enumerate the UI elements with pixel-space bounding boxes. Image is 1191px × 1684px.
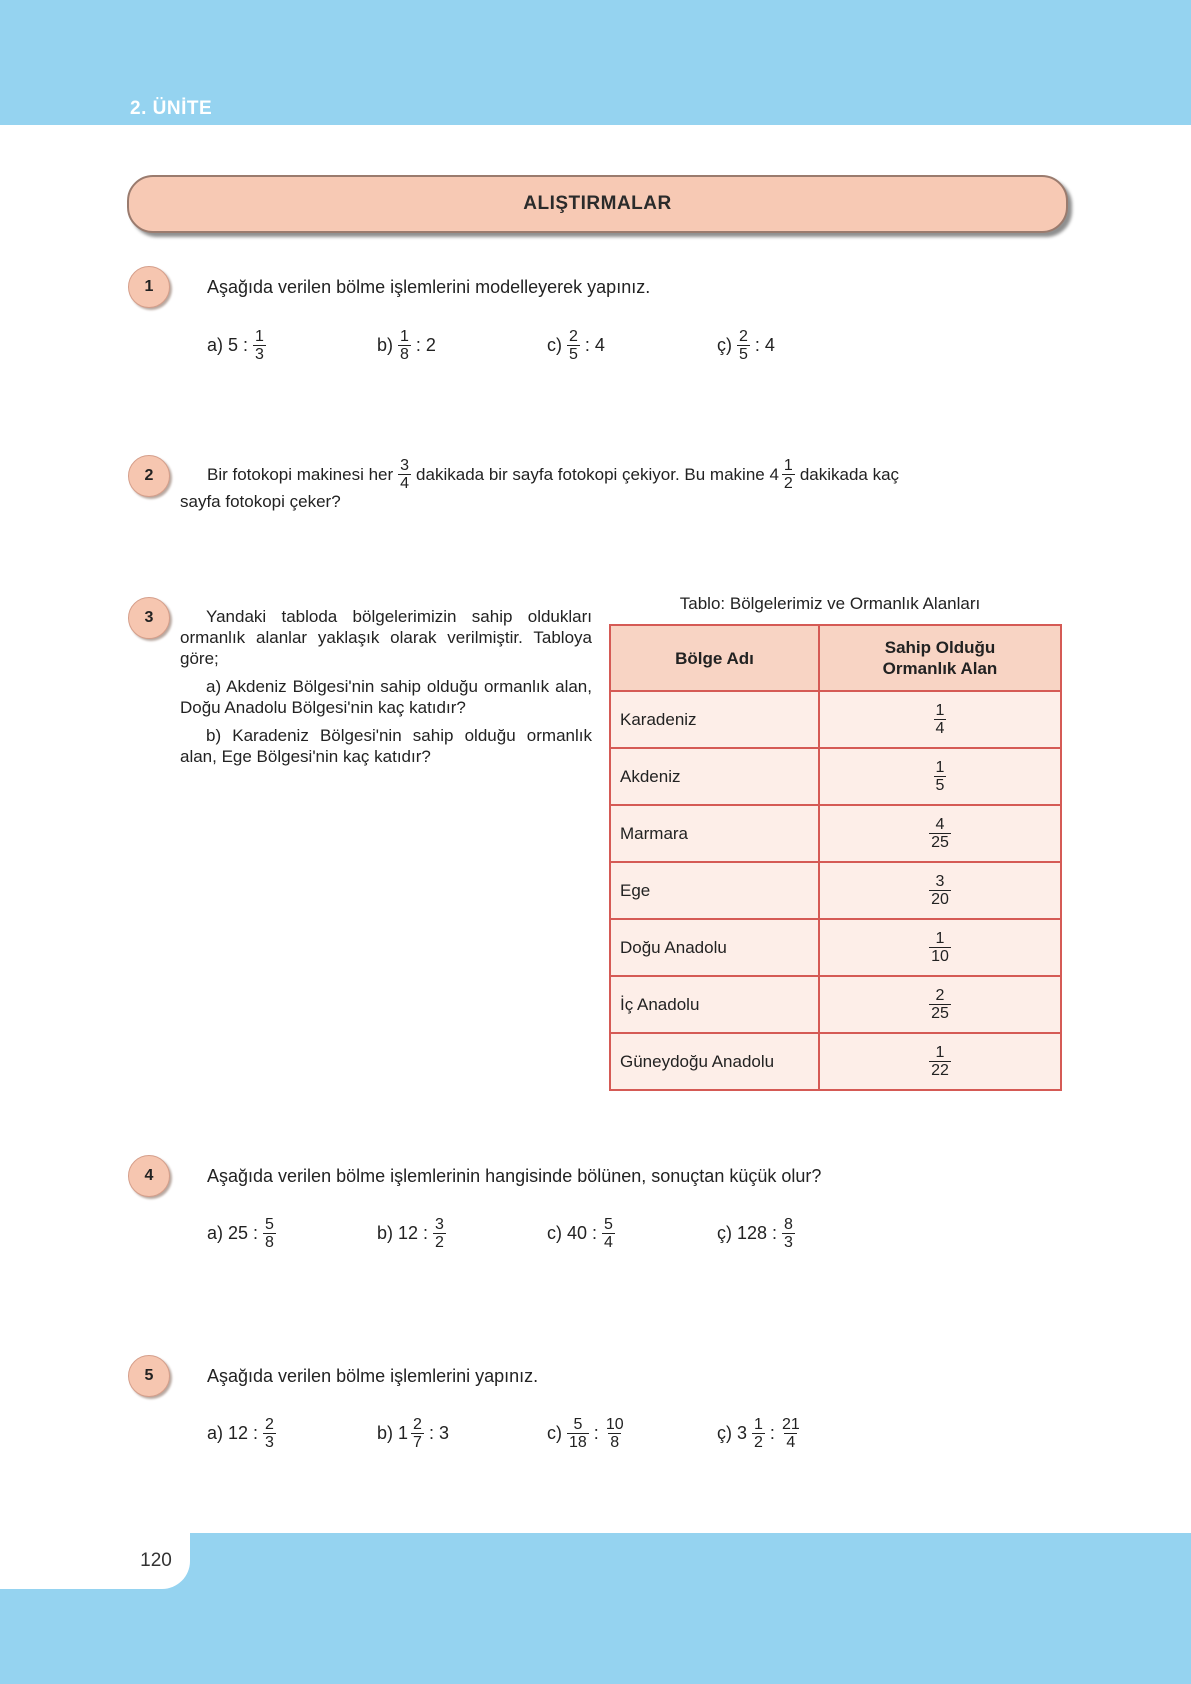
forest-area [819,919,1061,976]
denominator: 8 [265,1234,274,1251]
numerator: 1 [754,1416,763,1433]
column-header-area [819,625,1061,691]
forest-area-table [609,624,1062,1091]
section-title-bar [127,175,1068,233]
option-b [377,1416,449,1451]
denominator: 7 [413,1434,422,1451]
division-sign: : [769,1423,775,1443]
question-text-line1 [207,457,899,492]
question-number-badge: 2 [128,455,170,497]
option-tail: : 4 [584,335,605,355]
numerator: 5 [265,1216,274,1233]
fraction [929,987,951,1022]
table-row [610,691,1061,748]
question-text: Aşağıda verilen bölme işlemlerini modelleyerek yapınız. [207,277,651,297]
region-name: Güneydoğu Anadolu [610,1033,819,1090]
fraction [263,1216,276,1251]
fraction [411,1416,424,1451]
denominator: 25 [931,834,949,851]
option-a [207,328,268,363]
forest-area [819,1033,1061,1090]
denominator: 8 [610,1434,620,1451]
denominator: 20 [931,891,949,908]
page-number: 120 [128,1533,184,1589]
question-3-text [180,606,592,774]
denominator: 25 [931,1005,949,1022]
numerator: 1 [935,1044,945,1061]
numerator: 5 [573,1416,583,1433]
numerator: 1 [935,702,945,719]
forest-area [819,862,1061,919]
fraction [934,759,947,794]
numerator: 1 [935,930,945,947]
fraction [433,1216,446,1251]
question-number-badge: 1 [128,266,170,308]
table-row [610,919,1061,976]
fraction [782,457,795,492]
denominator: 4 [604,1234,613,1251]
option-label: a) 12 : [207,1423,259,1443]
fraction [253,328,266,363]
section-title: ALIŞTIRMALAR [523,193,672,214]
fraction [929,816,951,851]
option-c-cedilla [717,328,775,363]
fraction [604,1416,626,1451]
denominator: 10 [931,948,949,965]
option-c [547,1416,628,1451]
question-number-badge: 4 [128,1155,170,1197]
numerator: 1 [400,328,409,345]
denominator: 5 [569,346,578,363]
denominator: 4 [935,720,945,737]
option-label: c) [547,1423,562,1443]
numerator: 8 [784,1216,793,1233]
question-intro: Yandaki tabloda bölgelerimizin sahip oldukları ormanlık alanlar yaklaşık olarak verilmiştir. Tabloya göre; [180,607,592,668]
option-label: c) [547,335,562,355]
option-tail: : 3 [428,1423,449,1443]
option-label: ç) [717,335,732,355]
forest-area [819,805,1061,862]
column-header-region: Bölge Adı [610,625,819,691]
sub-question-a: a) Akdeniz Bölgesi'nin sahip olduğu ormanlık alan, Doğu Anadolu Bölgesi'nin kaç katıdır? [180,677,592,717]
table-caption: Tablo: Bölgelerimiz ve Ormanlık Alanları [679,594,981,613]
denominator: 2 [754,1434,763,1451]
denominator: 18 [569,1434,587,1451]
fraction [929,1044,951,1079]
option-label: ç) 128 : [717,1223,778,1243]
fraction [934,702,947,737]
numerator: 2 [935,987,945,1004]
denominator: 3 [255,346,264,363]
numerator: 1 [783,457,793,474]
forest-area [819,691,1061,748]
header-line: Ormanlık Alan [882,659,998,678]
fraction [602,1216,615,1251]
option-b [377,328,436,363]
denominator: 3 [265,1434,274,1451]
option-b [377,1216,448,1251]
table-row [610,748,1061,805]
numerator: 10 [605,1416,624,1433]
table-row [610,1033,1061,1090]
option-label: b) 1 [377,1423,409,1443]
forest-area [819,748,1061,805]
option-label: b) [377,335,394,355]
region-name: Doğu Anadolu [610,919,819,976]
region-name: İç Anadolu [610,976,819,1033]
numerator: 4 [935,816,945,833]
fraction [398,457,411,492]
denominator: 2 [435,1234,444,1251]
denominator: 4 [786,1434,796,1451]
table-header-row [610,625,1061,691]
text-segment: dakikada kaç [799,464,900,484]
option-label: a) 25 : [207,1223,259,1243]
option-label: ç) 3 [717,1423,748,1443]
numerator: 2 [569,328,578,345]
fraction [929,873,951,908]
forest-area [819,976,1061,1033]
numerator: 1 [255,328,264,345]
option-c [547,1216,617,1251]
question-number-badge: 3 [128,597,170,639]
text-segment: Bir fotokopi makinesi her [207,464,394,484]
option-c [547,328,605,363]
option-label: c) 40 : [547,1223,598,1243]
header-line: Sahip Olduğu [884,638,996,657]
numerator: 1 [935,759,945,776]
option-a [207,1216,278,1251]
fraction [567,328,580,363]
unit-label: 2. ÜNİTE [130,98,213,119]
question-number-badge: 5 [128,1355,170,1397]
table-row [610,805,1061,862]
denominator: 5 [935,777,945,794]
table-row [610,862,1061,919]
option-label: a) 5 : [207,335,249,355]
denominator: 8 [400,346,409,363]
numerator: 2 [739,328,748,345]
fraction [263,1416,276,1451]
denominator: 22 [931,1062,949,1079]
region-name: Ege [610,862,819,919]
fraction [782,1216,795,1251]
denominator: 3 [784,1234,793,1251]
option-label: b) 12 : [377,1223,429,1243]
numerator: 3 [435,1216,444,1233]
numerator: 21 [781,1416,800,1433]
denominator: 5 [739,346,748,363]
denominator: 2 [783,475,793,492]
text-segment: dakikada bir sayfa fotokopi çekiyor. Bu makine 4 [416,464,779,484]
option-c-cedilla [717,1416,804,1451]
option-a [207,1416,278,1451]
region-name: Marmara [610,805,819,862]
denominator: 4 [400,475,410,492]
numerator: 2 [265,1416,274,1433]
sub-question-b: b) Karadeniz Bölgesi'nin sahip olduğu ormanlık alan, Ege Bölgesi'nin kaç katıdır? [180,726,592,766]
region-name: Karadeniz [610,691,819,748]
fraction [737,328,750,363]
option-tail: : 4 [754,335,775,355]
option-tail: : 2 [415,335,436,355]
question-text: Aşağıda verilen bölme işlemlerini yapınız. [207,1366,539,1386]
division-sign: : [593,1423,599,1443]
numerator: 5 [604,1216,613,1233]
table-row [610,976,1061,1033]
fraction [929,930,951,965]
question-text-line2: sayfa fotokopi çeker? [180,492,341,511]
numerator: 3 [935,873,945,890]
option-c-cedilla [717,1216,797,1251]
numerator: 2 [413,1416,422,1433]
numerator: 3 [400,457,410,474]
fraction [398,328,411,363]
fraction [567,1416,589,1451]
fraction [780,1416,802,1451]
region-name: Akdeniz [610,748,819,805]
question-text: Aşağıda verilen bölme işlemlerinin hangisinde bölünen, sonuçtan küçük olur? [207,1166,822,1186]
fraction [752,1416,765,1451]
